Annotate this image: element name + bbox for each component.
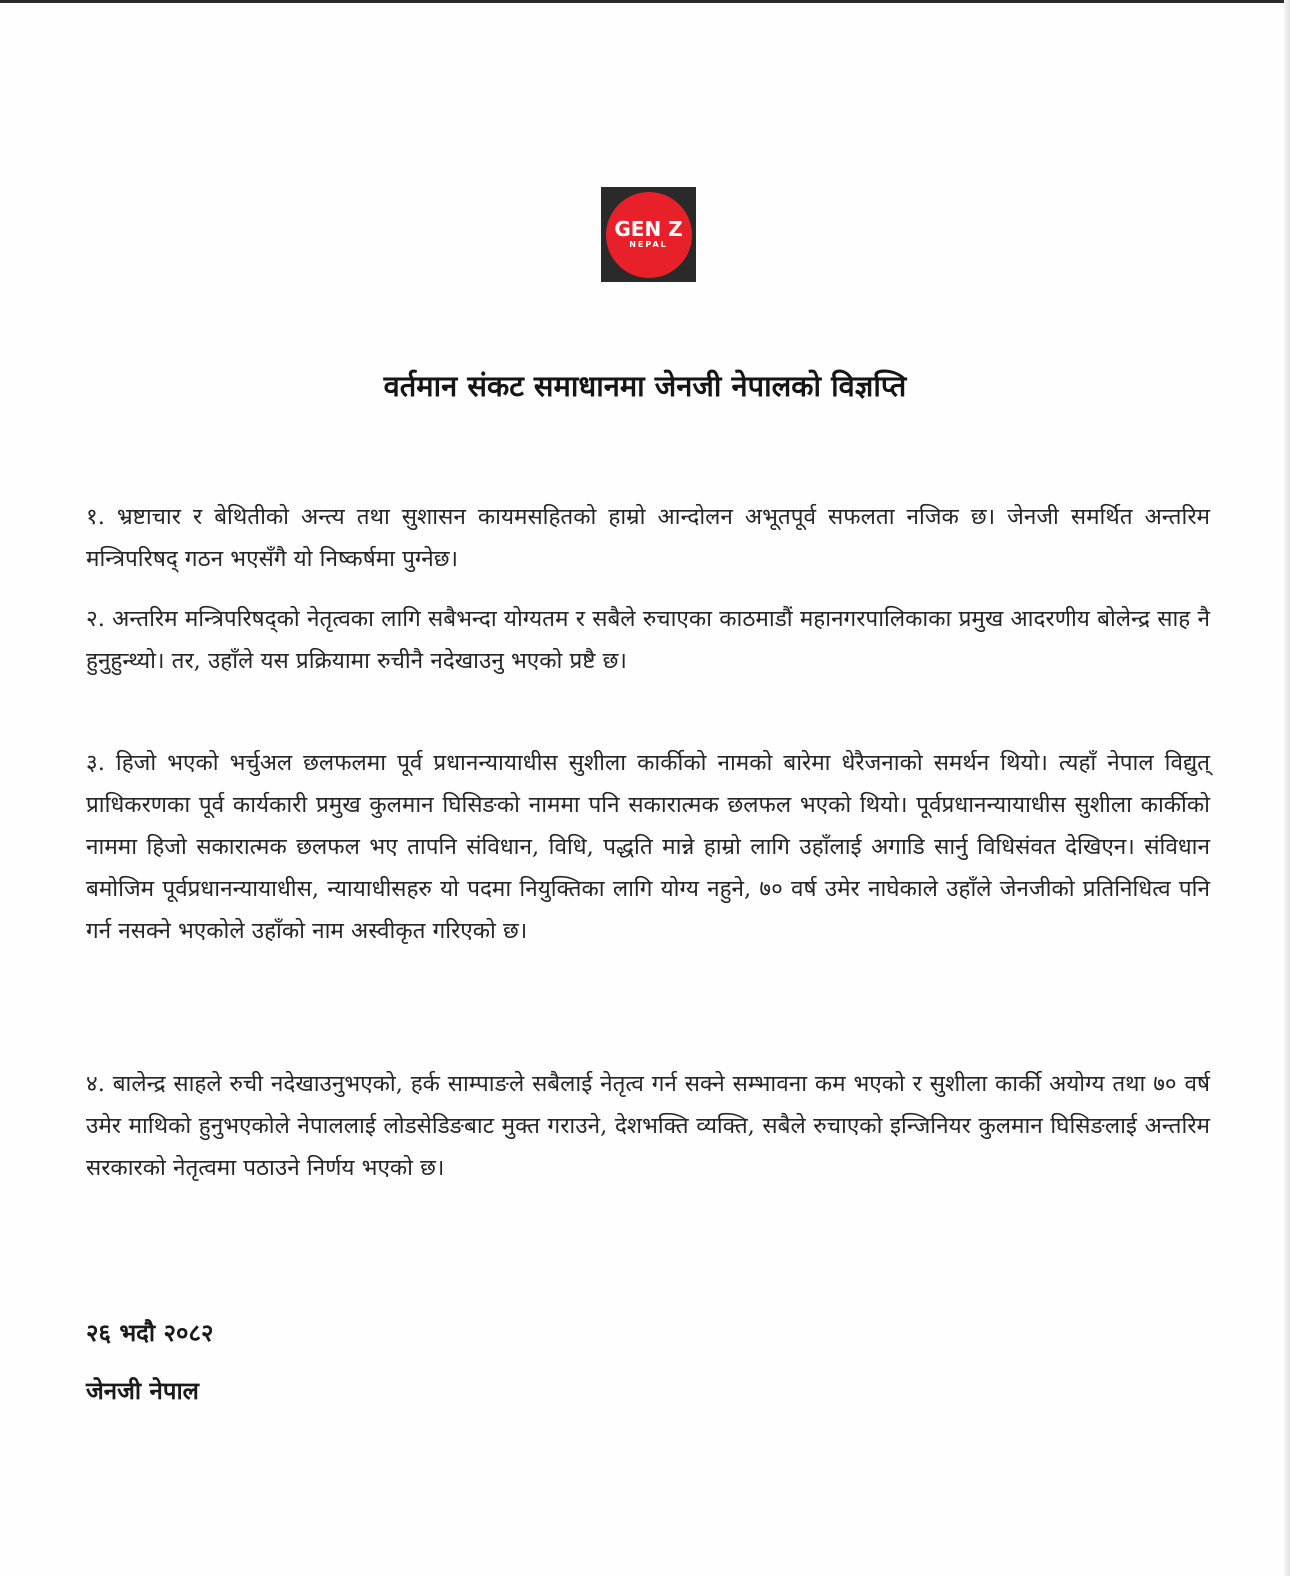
document-title: वर्तमान संकट समाधानमा जेनजी नेपालको विज्ञप्ति: [383, 369, 907, 403]
genz-nepal-logo: [601, 187, 696, 282]
paragraph-4: ४. बालेन्द्र साहले रुची नदेखाउनुभएको, हर्क साम्पाङले सबैलाई नेतृत्व गर्न सक्ने सम्भावना कम भएको र सुशीला कार्की अयोग्य तथा ७० वर्ष उमेर माथिको हुनुभएकोले नेपाललाई लोडसेडिङबाट मुक्त गराउने, देशभक्ति व्यक्ति, सबैले रुचाएको इन्जिनियर कुलमान घिसिङलाई अन्तरिम सरकारको नेतृत्वमा पठाउने निर्णय भएको छ।: [86, 1071, 1210, 1181]
top-border: [0, 0, 1290, 3]
paragraph-1: १. भ्रष्टाचार र बेथितीको अन्त्य तथा सुशासन कायमसहितको हाम्रो आन्दोलन अभूतपूर्व सफलता नजिक छ। जेनजी समर्थित अन्तरिम मन्त्रिपरिषद् गठन भएसँगै यो निष्कर्षमा पुग्नेछ।: [86, 504, 1210, 572]
logo-circle: [606, 192, 692, 278]
signature-date: २६ भदौ २०८२: [86, 1319, 214, 1347]
paragraph-3: ३. हिजो भएको भर्चुअल छलफलमा पूर्व प्रधानन्यायाधीस सुशीला कार्कीको नामको बारेमा धेरैजनाको समर्थन थियो। त्यहाँ नेपाल विद्युत् प्राधिकरणका पूर्व कार्यकारी प्रमुख कुलमान घिसिङको नाममा पनि सकारात्मक छलफल भएको थियो। पूर्वप्रधानन्यायाधीस सुशीला कार्कीको नाममा हिजो सकारात्मक छलफल भए तापनि संविधान, विधि, पद्धति मान्ने हाम्रो लागि उहाँलाई अगाडि सार्नु विधिसंवत देखिएन। संविधान बमोजिम पूर्वप्रधानन्यायाधीस, न्यायाधीसहरु यो पदमा नियुक्तिका लागि योग्य नहुने, ७० वर्ष उमेर नाघेकाले उहाँले जेनजीको प्रतिनिधित्व पनि गर्न नसक्ने भएकोले उहाँको नाम अस्वीकृत गरिएको छ।: [86, 750, 1210, 944]
paragraph-2: २. अन्तरिम मन्त्रिपरिषद्को नेतृत्वका लागि सबैभन्दा योग्यतम र सबैले रुचाएका काठमाडौं महानगरपालिकाका प्रमुख आदरणीय बोलेन्द्र साह नै हुनुहुन्थ्यो। तर, उहाँले यस प्रक्रियामा रुचीनै नदेखाउनु भएको प्रष्टै छ।: [86, 606, 1210, 674]
logo-main-text: GEN Z: [614, 217, 683, 241]
signature-organization: जेनजी नेपाल: [86, 1377, 199, 1405]
logo-sub-text: NEPAL: [629, 240, 668, 249]
right-page-edge: [1284, 0, 1290, 1576]
